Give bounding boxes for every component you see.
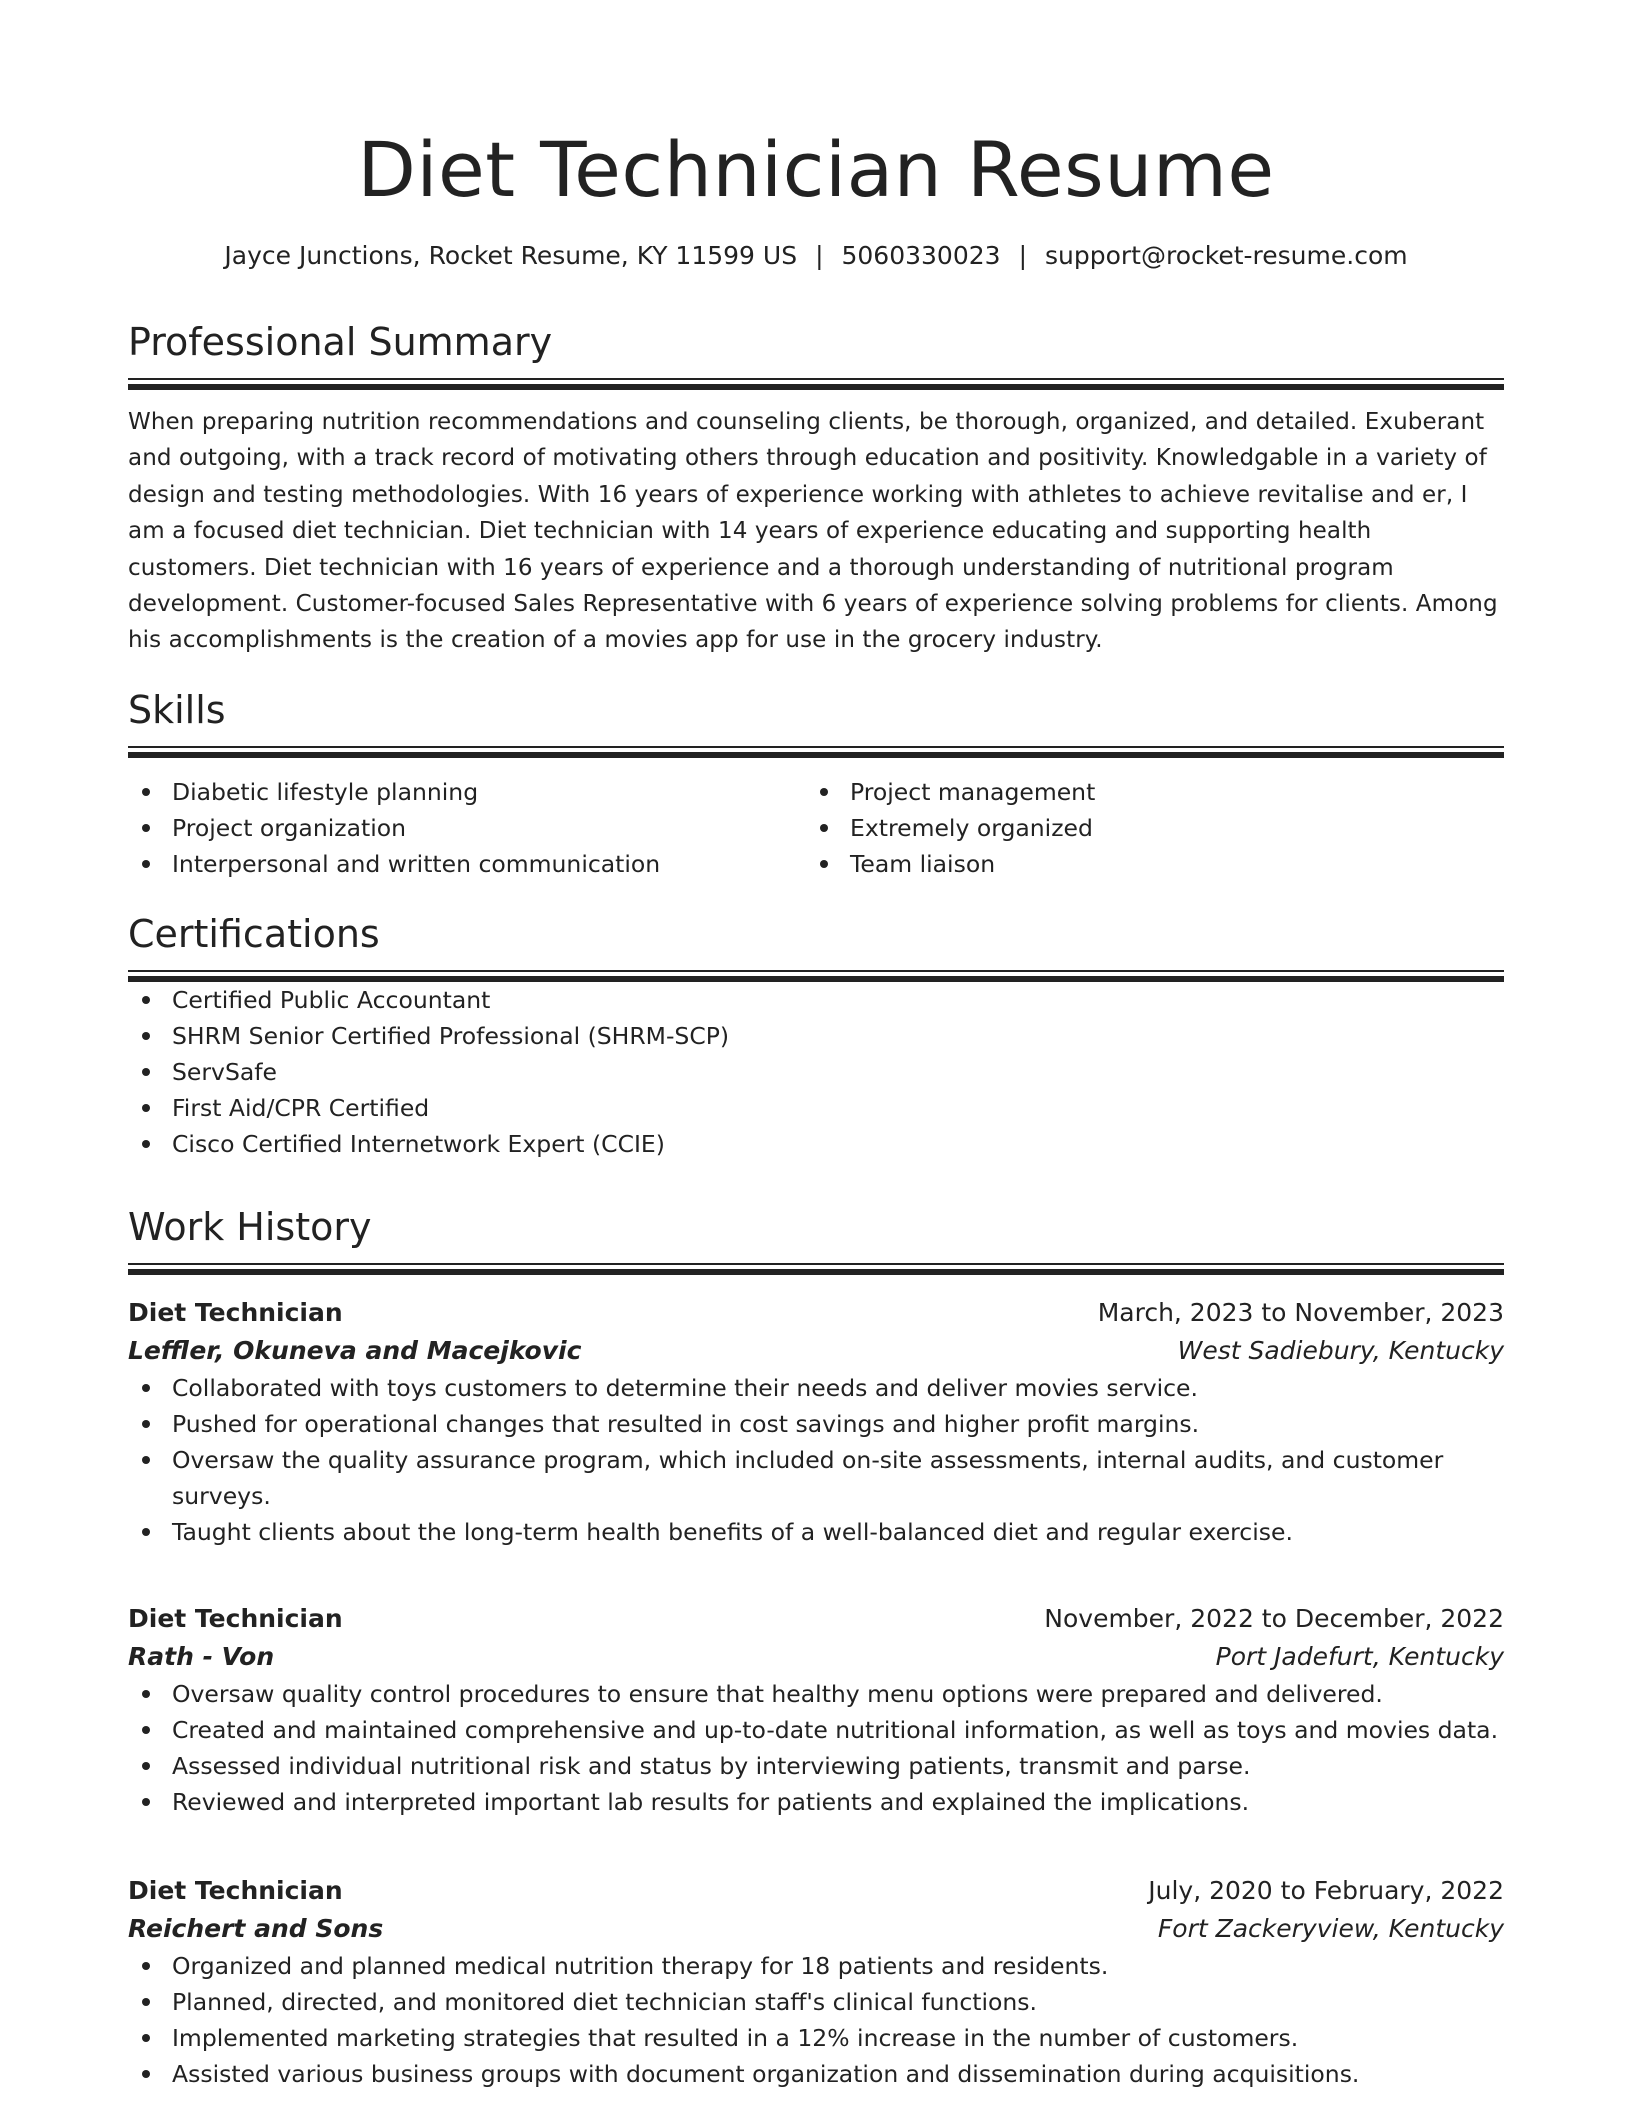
job-bullet-list — [128, 1676, 1504, 1820]
work-history-section — [128, 1203, 1504, 1275]
job-header-row — [128, 1872, 1504, 1910]
job-bullet: Oversaw the quality assurance program, which included on-site assessments, internal audits, and customer surveys. — [128, 1442, 1504, 1514]
job-bullet: Reviewed and interpreted important lab results for patients and explained the implications. — [128, 1784, 1504, 1820]
job-entry — [128, 1872, 1504, 2092]
job-location: Fort Zackeryview, Kentucky — [1157, 1914, 1504, 1943]
job-employer-row — [128, 1332, 1504, 1370]
job-header-row — [128, 1294, 1504, 1332]
summary-section — [128, 318, 1504, 659]
certification-item: Cisco Certified Internetwork Expert (CCIE) — [128, 1126, 1504, 1162]
job-bullet: Assessed individual nutritional risk and status by interviewing patients, transmit and parse. — [128, 1748, 1504, 1784]
resume-title: Diet Technician Resume — [357, 125, 1275, 214]
section-divider — [128, 384, 1504, 390]
certifications-list — [128, 982, 1504, 1162]
certification-item: SHRM Senior Certified Professional (SHRM-SCP) — [128, 1018, 1504, 1054]
skills-column-right — [806, 774, 1484, 882]
job-header-row — [128, 1600, 1504, 1638]
section-heading: Skills — [128, 688, 226, 732]
skill-item: Diabetic lifestyle planning — [128, 774, 806, 810]
section-heading: Certifications — [128, 912, 380, 956]
job-employer-row — [128, 1638, 1504, 1676]
certification-item: First Aid/CPR Certified — [128, 1090, 1504, 1126]
job-bullet: Created and maintained comprehensive and up-to-date nutritional information, as well as toys and movies data. — [128, 1712, 1504, 1748]
skills-section — [128, 686, 1504, 882]
contact-separator: | — [815, 241, 824, 270]
job-dates: March, 2023 to November, 2023 — [1097, 1298, 1504, 1327]
section-heading: Work History — [128, 1205, 372, 1249]
job-bullet: Assisted various business groups with document organization and dissemination during acquisitions. — [128, 2056, 1504, 2092]
section-divider — [128, 752, 1504, 758]
job-dates: July, 2020 to February, 2022 — [1148, 1876, 1504, 1905]
section-divider — [128, 1263, 1504, 1265]
contact-phone[interactable]: 5060330023 — [841, 241, 1001, 270]
section-divider — [128, 1269, 1504, 1275]
skill-item: Project organization — [128, 810, 806, 846]
job-title: Diet Technician — [128, 1604, 343, 1633]
job-company: Reichert and Sons — [128, 1914, 384, 1943]
contact-address: Jayce Junctions, Rocket Resume, KY 11599 US — [224, 241, 798, 270]
job-location: Port Jadefurt, Kentucky — [1215, 1642, 1504, 1671]
certifications-section — [128, 910, 1504, 1162]
skill-item: Extremely organized — [806, 810, 1484, 846]
job-entry — [128, 1600, 1504, 1820]
certification-item: ServSafe — [128, 1054, 1504, 1090]
section-divider — [128, 378, 1504, 380]
job-bullet-list — [128, 1948, 1504, 2092]
contact-separator: | — [1018, 241, 1027, 270]
job-title: Diet Technician — [128, 1876, 343, 1905]
job-bullet: Planned, directed, and monitored diet technician staff's clinical functions. — [128, 1984, 1504, 2020]
job-bullet: Implemented marketing strategies that resulted in a 12% increase in the number of customers. — [128, 2020, 1504, 2056]
job-bullet-list — [128, 1370, 1504, 1550]
job-company: Rath - Von — [128, 1642, 275, 1671]
contact-email[interactable]: support@rocket-resume.com — [1045, 241, 1408, 270]
section-divider — [128, 746, 1504, 748]
job-bullet: Oversaw quality control procedures to ensure that healthy menu options were prepared and delivered. — [128, 1676, 1504, 1712]
job-employer-row — [128, 1910, 1504, 1948]
job-title: Diet Technician — [128, 1298, 343, 1327]
job-bullet: Organized and planned medical nutrition therapy for 18 patients and residents. — [128, 1948, 1504, 1984]
job-company: Leffler, Okuneva and Macejkovic — [128, 1336, 582, 1365]
skill-item: Team liaison — [806, 846, 1484, 882]
job-location: West Sadiebury, Kentucky — [1177, 1336, 1504, 1365]
job-bullet: Collaborated with toys customers to determine their needs and deliver movies service. — [128, 1370, 1504, 1406]
section-heading: Professional Summary — [128, 320, 553, 364]
job-dates: November, 2022 to December, 2022 — [1044, 1604, 1504, 1633]
skills-column-left — [128, 774, 806, 882]
skill-item: Interpersonal and written communication — [128, 846, 806, 882]
summary-paragraph: When preparing nutrition recommendations and counseling clients, be thorough, organized, and detailed. Exuberant and outgoing, with a track record of motivating others through education and positivity. Knowledgable in a variety of design and testing methodologies. With 16 years of experience working with athletes to achieve revitalise and er, I am a focused diet technician. Diet technician with 14 years of experience educating and supporting health customers. Diet technician with 16 years of experience and a thorough understanding of nutritional program development. Customer-focused Sales Representative with 6 years of experience solving problems for clients. Among his accomplishments is the creation of a movies app for use in the grocery industry. — [128, 409, 1498, 654]
job-bullet: Taught clients about the long-term health benefits of a well-balanced diet and regular exercise. — [128, 1514, 1504, 1550]
section-divider — [128, 970, 1504, 972]
contact-line — [128, 236, 1504, 276]
skill-item: Project management — [806, 774, 1484, 810]
skills-grid — [128, 774, 1504, 882]
certification-item: Certified Public Accountant — [128, 982, 1504, 1018]
job-entry — [128, 1294, 1504, 1550]
job-bullet: Pushed for operational changes that resulted in cost savings and higher profit margins. — [128, 1406, 1504, 1442]
